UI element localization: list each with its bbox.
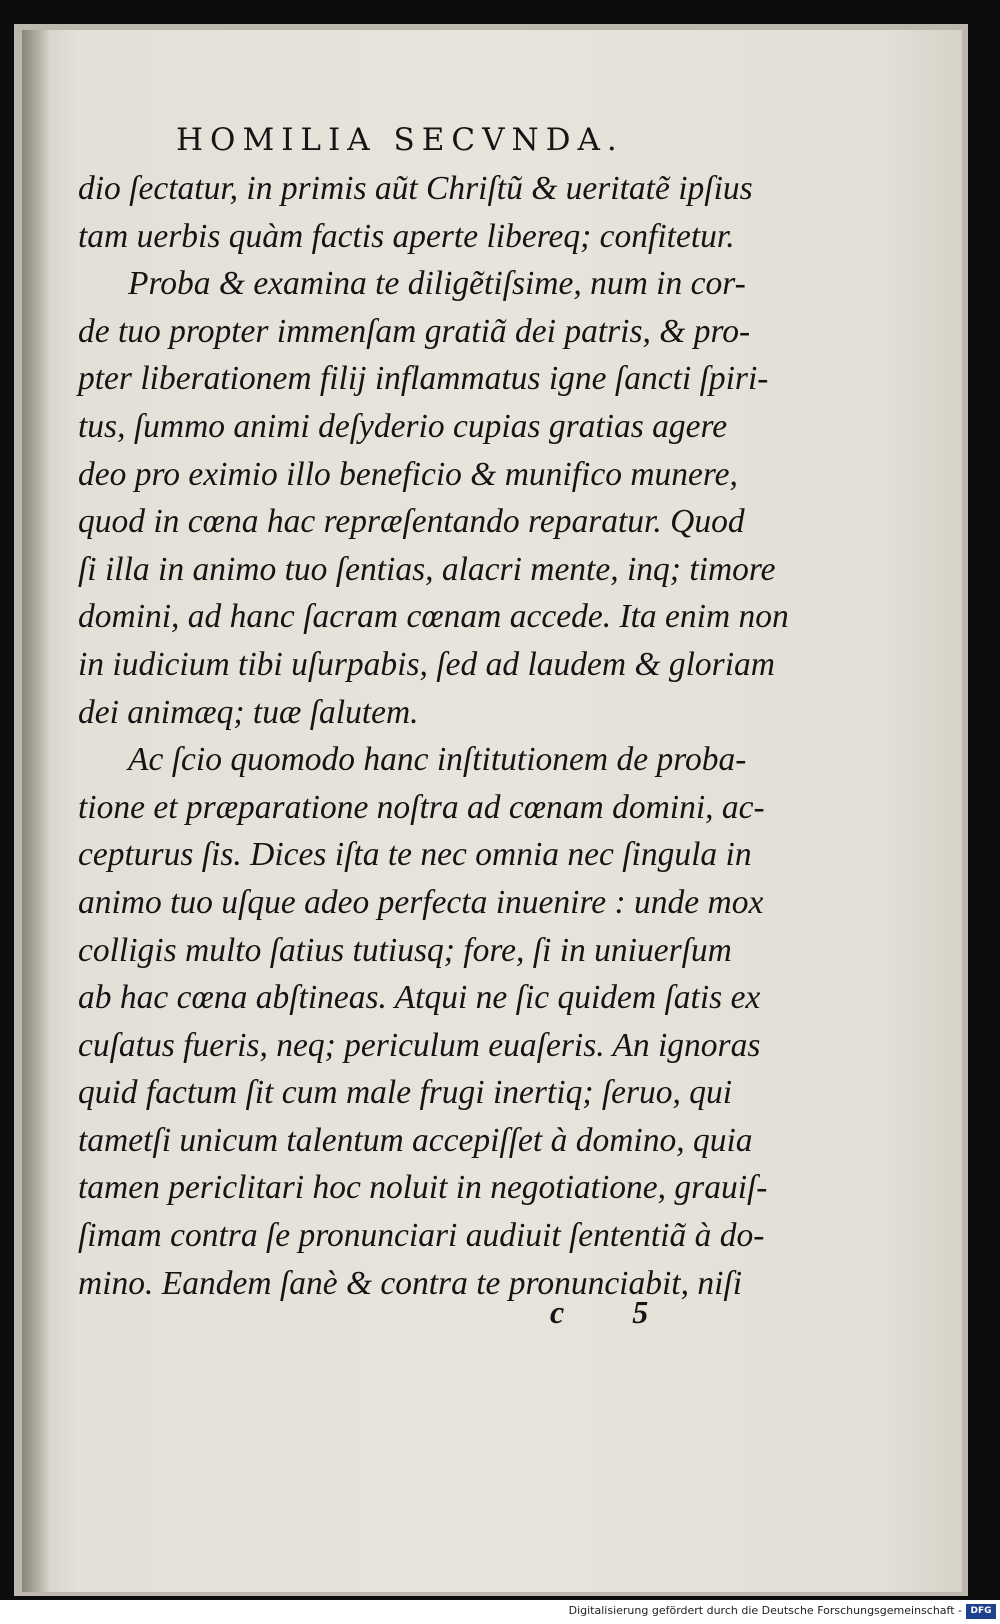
text-line: quod in cœna hac repræſentando reparatur. Quod — [78, 503, 745, 541]
footer-bar — [0, 1600, 1000, 1624]
page-binding-shadow — [22, 30, 50, 1592]
text-line: dio ſectatur, in primis aũt Chriſtũ & ueritatẽ ipſius — [78, 170, 753, 207]
text-line: dei animæq; tuæ ſalutem. — [78, 693, 419, 731]
text-line: de tuo propter immenſam gratiã dei patris, & pro- — [78, 312, 751, 350]
text-line: pter liberationem filij inflammatus igne ſancti ſpiri- — [78, 360, 769, 398]
text-line: tamen periclitari hoc noluit in negotiatione, grauiſ- — [78, 1169, 768, 1207]
text-line: tus, ſummo animi deſyderio cupias gratias agere — [78, 407, 728, 445]
text-line: colligis multo ſatius tutiusq; fore, ſi in uniuerſum — [78, 931, 732, 969]
text-line: ab hac cœna abſtineas. Atqui ne ſic quidem ſatis ex — [78, 979, 761, 1017]
text-line: cepturus ſis. Dices iſta te nec omnia nec ſingula in — [78, 836, 752, 874]
text-line: tametſi unicum talentum accepiſſet à domino, quia — [78, 1121, 753, 1159]
body-text — [78, 165, 789, 1307]
text-line: animo tuo uſque adeo perfecta inuenire : unde mox — [78, 883, 764, 921]
text-line: cuſatus fueris, neq; periculum euaſeris. An ignoras — [78, 1026, 761, 1064]
text-line: domini, ad hanc ſacram cœnam accede. Ita enim non — [78, 598, 789, 636]
text-line: quid factum ſit cum male frugi inertiq; ſeruo, qui — [78, 1074, 733, 1112]
text-line: Ac ſcio quomodo hanc inſtitutionem de proba- — [128, 741, 747, 779]
text-line: Proba & examina te diligẽtiſsime, num in cor- — [128, 265, 746, 303]
text-line: tam uerbis quàm factis aperte libereq; confitetur. — [78, 217, 735, 255]
funding-notice: Digitalisierung gefördert durch die Deutsche Forschungsgemeinschaft - — [568, 1604, 962, 1617]
text-line: ſimam contra ſe pronunciari audiuit ſententiã à do- — [78, 1217, 765, 1255]
signature-mark: c 5 — [550, 1294, 679, 1330]
text-line: ſi illa in animo tuo ſentias, alacri mente, inq; timore — [78, 550, 776, 588]
text-line: deo pro eximio illo beneficio & munifico munere, — [78, 455, 738, 493]
text-line: mino. Eandem ſanè & contra te pronunciabit, niſi — [78, 1264, 743, 1302]
text-line: tione et præparatione noſtra ad cœnam domini, ac- — [78, 788, 765, 826]
dfg-logo: DFG — [966, 1604, 996, 1619]
text-line: in iudicium tibi uſurpabis, ſed ad laudem & gloriam — [78, 645, 775, 683]
running-head: HOMILIA SECVNDA. — [176, 122, 624, 158]
